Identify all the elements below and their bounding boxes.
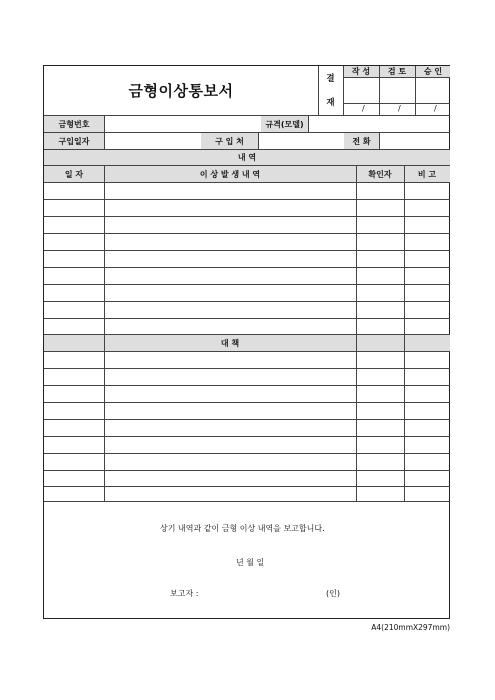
- spec-model-label: 규격(모델): [265, 119, 304, 129]
- approval-date-review[interactable]: /: [398, 104, 401, 113]
- vendor-label: 구 입 처: [215, 136, 244, 146]
- col-confirmer-header: 확인자: [368, 169, 392, 179]
- col-issue-header: 이 상 발 생 내 역: [199, 169, 261, 179]
- spec-model-field[interactable]: [308, 116, 450, 132]
- purchase-date-field[interactable]: [104, 133, 201, 149]
- approval-date-author[interactable]: /: [362, 104, 365, 113]
- reporter-label: 보고자 :: [170, 589, 199, 598]
- signature-box-approve[interactable]: [415, 77, 451, 103]
- approval-date-approve[interactable]: /: [434, 104, 437, 113]
- col-remarks-header: 비 고: [417, 169, 437, 179]
- seal-mark: (인): [326, 589, 340, 598]
- phone-label: 전 화: [352, 136, 371, 146]
- approval-col-author: 작 성: [351, 67, 371, 76]
- report-statement: 상기 내역과 같이 금형 이상 내역을 보고합니다.: [160, 524, 325, 533]
- approval-col-approve: 승 인: [423, 67, 443, 76]
- report-date-line[interactable]: 년 월 일: [236, 558, 265, 567]
- purchase-date-label: 구입일자: [58, 136, 90, 146]
- col-date-header: 일 자: [64, 169, 84, 179]
- form-title: 금형이상통보서: [128, 82, 234, 100]
- mold-number-label: 금형번호: [58, 119, 90, 129]
- vendor-field[interactable]: [258, 133, 344, 149]
- paper-size-note: A4(210mmX297mm): [371, 623, 450, 632]
- signature-box-author[interactable]: [343, 77, 379, 103]
- phone-field[interactable]: [379, 133, 450, 149]
- approval-label-top: 결: [326, 74, 335, 84]
- mold-number-field[interactable]: [104, 116, 261, 132]
- approval-label-bottom: 재: [326, 98, 335, 108]
- details-section-header: 내 역: [237, 153, 257, 162]
- reporter-name-field[interactable]: [214, 584, 324, 600]
- countermeasure-section-header: 대 책: [220, 338, 240, 348]
- signature-box-review[interactable]: [379, 77, 415, 103]
- mold-defect-report-form: [43, 65, 450, 619]
- approval-col-review: 검 토: [387, 67, 407, 76]
